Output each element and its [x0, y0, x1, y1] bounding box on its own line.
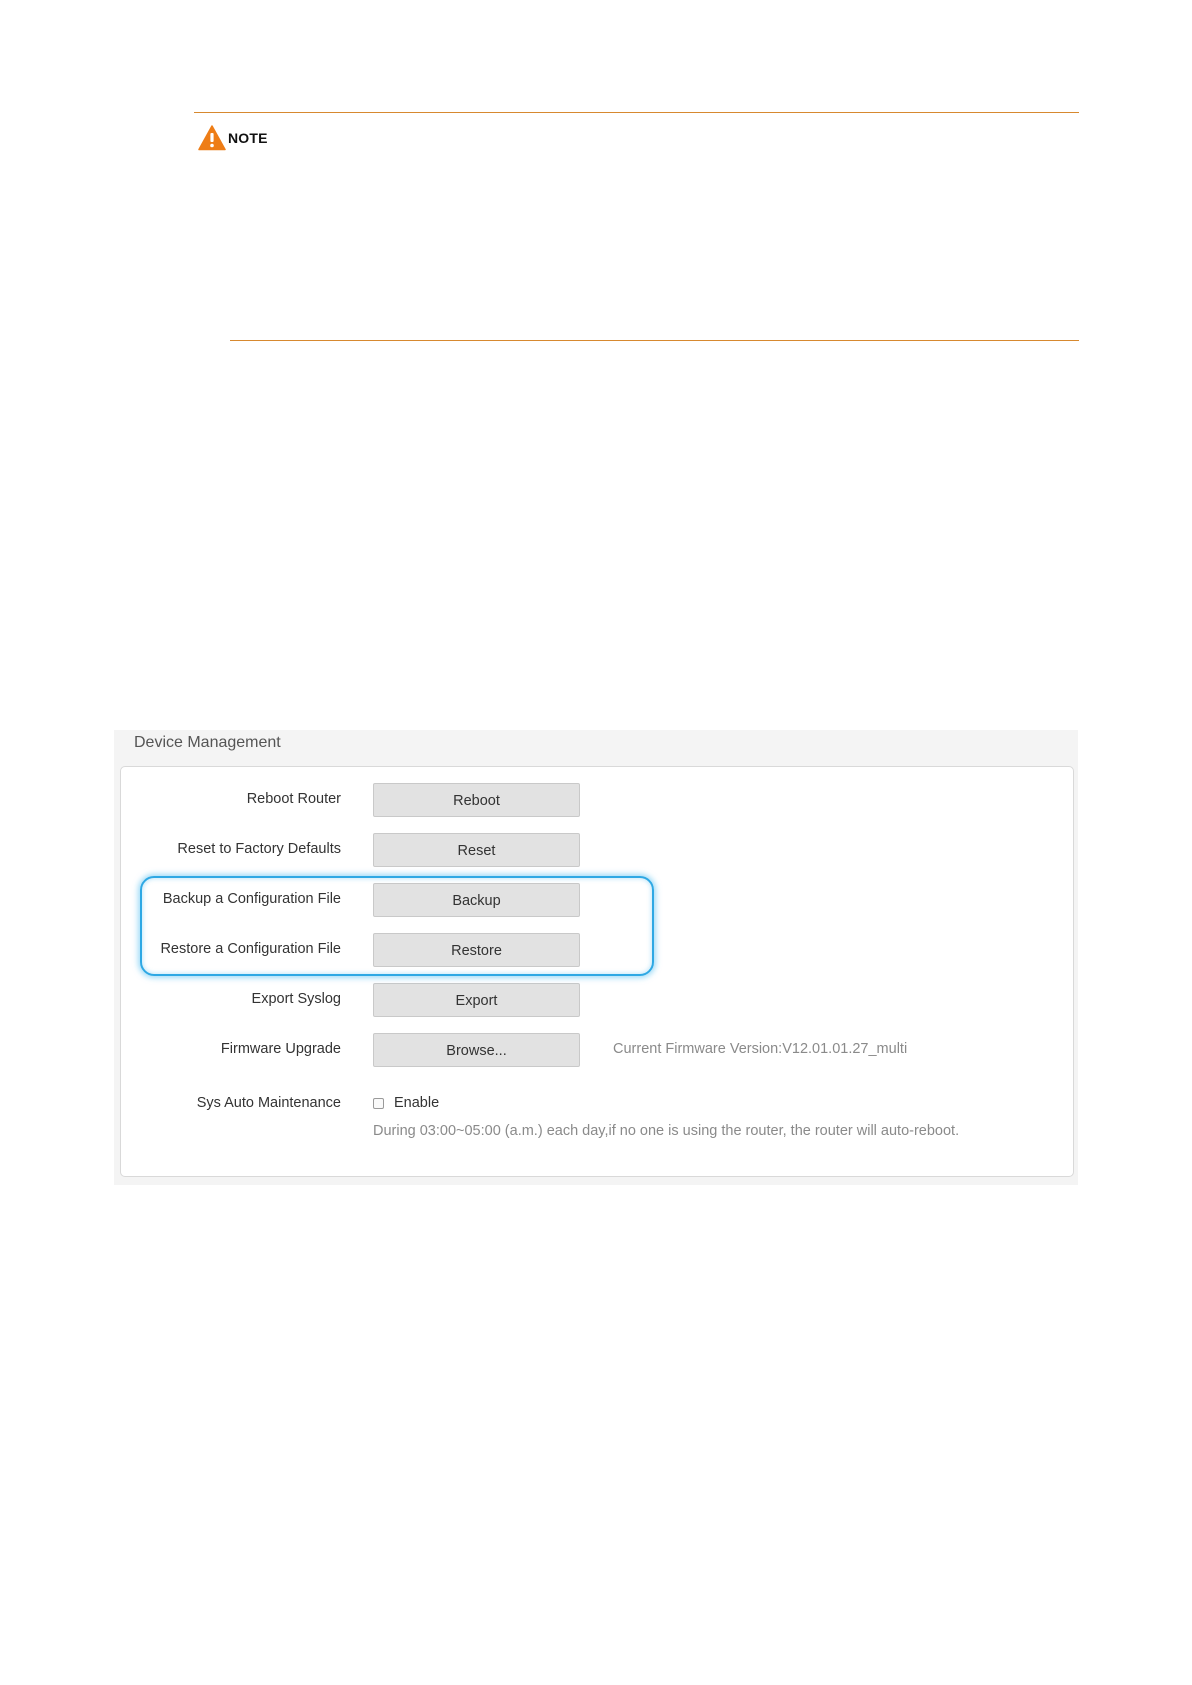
row-reset-factory	[121, 833, 1075, 867]
note-bottom-divider	[230, 340, 1079, 341]
panel-body	[120, 766, 1074, 1177]
firmware-upgrade-label: Firmware Upgrade	[220, 1041, 341, 1057]
auto-maintenance-description: During 03:00~05:00 (a.m.) each day,if no one is using the router, the router will auto-reboot.	[373, 1123, 960, 1139]
note-label: NOTE	[228, 130, 268, 146]
warning-icon	[198, 125, 226, 151]
reset-factory-label: Reset to Factory Defaults	[177, 841, 341, 857]
reboot-router-label: Reboot Router	[246, 791, 341, 807]
note-header	[198, 124, 268, 152]
row-firmware-upgrade	[121, 1033, 1075, 1067]
auto-maintenance-label: Sys Auto Maintenance	[196, 1095, 341, 1111]
reboot-button[interactable]: Reboot	[373, 783, 580, 817]
restore-config-label: Restore a Configuration File	[160, 941, 341, 957]
browse-button[interactable]: Browse...	[373, 1033, 580, 1067]
row-export-syslog	[121, 983, 1075, 1017]
row-reboot-router	[121, 783, 1075, 817]
restore-button[interactable]: Restore	[373, 933, 580, 967]
enable-checkbox[interactable]	[373, 1098, 384, 1109]
enable-toggle[interactable]	[373, 1095, 439, 1111]
reset-button[interactable]: Reset	[373, 833, 580, 867]
row-auto-maintenance	[121, 1087, 1075, 1157]
backup-button[interactable]: Backup	[373, 883, 580, 917]
note-top-divider	[194, 112, 1079, 113]
export-syslog-label: Export Syslog	[251, 991, 341, 1007]
device-management-panel	[114, 730, 1078, 1185]
enable-label: Enable	[394, 1095, 440, 1111]
panel-title: Device Management	[134, 734, 281, 751]
export-button[interactable]: Export	[373, 983, 580, 1017]
row-backup-config	[121, 883, 1075, 917]
backup-config-label: Backup a Configuration File	[162, 891, 341, 907]
row-restore-config	[121, 933, 1075, 967]
firmware-version-text: Current Firmware Version:V12.01.01.27_multi	[613, 1041, 908, 1057]
